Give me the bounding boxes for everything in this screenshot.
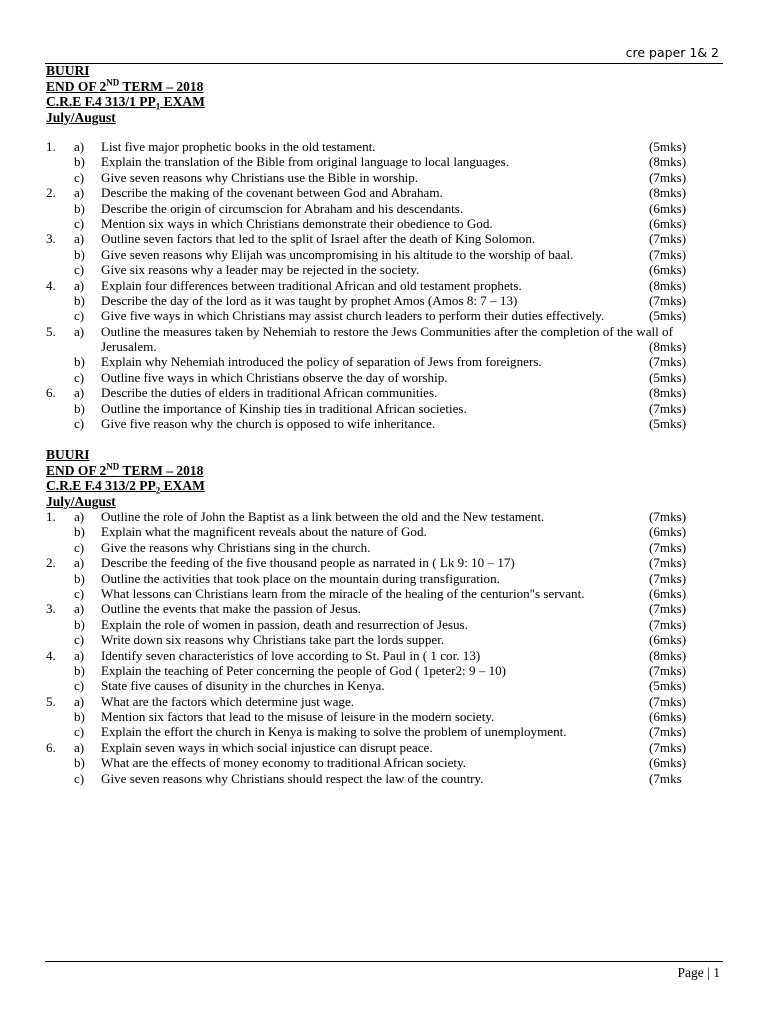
question-letter: b) bbox=[74, 709, 85, 725]
question-letter: b) bbox=[74, 246, 85, 262]
question-marks: (7mks) bbox=[649, 292, 687, 308]
question-marks: (8mks) bbox=[649, 339, 687, 355]
question-text: Give six reasons why a leader may be rejected in the society. bbox=[101, 262, 420, 278]
question-row bbox=[0, 663, 768, 678]
question-marks: (7mks bbox=[649, 770, 682, 786]
question-row bbox=[0, 694, 768, 709]
question-row bbox=[0, 262, 768, 277]
question-letter: a) bbox=[74, 385, 85, 401]
question-letter: a) bbox=[74, 185, 85, 201]
question-marks: (8mks) bbox=[649, 154, 687, 170]
question-text: Identify seven characteristics of love according to St. Paul in ( 1 cor. 13) bbox=[101, 647, 481, 663]
paper-number: 2 bbox=[155, 485, 161, 496]
exam-line bbox=[0, 94, 768, 110]
question-text: Outline the importance of Kinship ties in traditional African societies. bbox=[101, 400, 467, 416]
exam-suffix: EXAM bbox=[160, 94, 205, 109]
exam-line bbox=[0, 478, 768, 494]
question-letter: c) bbox=[74, 215, 85, 231]
question-letter: a) bbox=[74, 739, 85, 755]
question-row bbox=[0, 293, 768, 308]
question-row bbox=[0, 555, 768, 570]
question-letter: c) bbox=[74, 678, 85, 694]
question-marks: (6mks) bbox=[649, 709, 687, 725]
question-text: What are the factors which determine just wage. bbox=[101, 693, 355, 709]
question-marks: (6mks) bbox=[649, 524, 687, 540]
question-letter: b) bbox=[74, 524, 85, 540]
question-row bbox=[0, 247, 768, 262]
question-text: Outline the activities that took place on the mountain during transfiguration. bbox=[101, 570, 500, 586]
question-text: Give seven reasons why Christians use the Bible in worship. bbox=[101, 169, 419, 185]
question-letter: b) bbox=[74, 400, 85, 416]
footer-rule bbox=[45, 961, 723, 962]
question-letter: a) bbox=[74, 231, 85, 247]
question-letter: a) bbox=[74, 323, 85, 339]
question-letter: a) bbox=[74, 277, 85, 293]
question-text: Outline the role of John the Baptist as a link between the old and the New testament. bbox=[101, 509, 545, 524]
question-marks: (5mks) bbox=[649, 678, 687, 694]
question-letter: c) bbox=[74, 770, 85, 786]
question-marks: (7mks) bbox=[649, 739, 687, 755]
question-row bbox=[0, 385, 768, 400]
question-letter: c) bbox=[74, 416, 85, 432]
question-row bbox=[0, 354, 768, 369]
question-number: 6. bbox=[46, 385, 56, 401]
term-line bbox=[0, 79, 768, 95]
question-letter: c) bbox=[74, 724, 85, 740]
question-text: Explain the effort the church in Kenya is making to solve the problem of unemployment. bbox=[101, 724, 567, 740]
question-marks: (6mks) bbox=[649, 262, 687, 278]
question-row bbox=[0, 586, 768, 601]
paper-2-section bbox=[0, 447, 768, 786]
question-row bbox=[0, 170, 768, 185]
term-ordinal: ND bbox=[106, 461, 120, 471]
question-marks: (6mks) bbox=[649, 755, 687, 771]
question-marks: (6mks) bbox=[649, 215, 687, 231]
question-letter: a) bbox=[74, 509, 85, 524]
question-marks: (6mks) bbox=[649, 632, 687, 648]
question-text: Outline seven factors that led to the split of Israel after the death of King Solomon. bbox=[101, 231, 536, 247]
question-letter: c) bbox=[74, 262, 85, 278]
question-marks: (5mks) bbox=[649, 369, 687, 385]
question-marks: (7mks) bbox=[649, 693, 687, 709]
school-name: BUURI bbox=[46, 447, 90, 462]
question-number: 1. bbox=[46, 139, 56, 154]
question-text: Give seven reasons why Elijah was uncompromising in his altitude to the worship of baal. bbox=[101, 246, 574, 262]
exam-prefix: C.R.E F.4 313/2 PP bbox=[46, 478, 156, 493]
question-text: Describe the duties of elders in traditional African communities. bbox=[101, 385, 438, 401]
question-letter: b) bbox=[74, 616, 85, 632]
question-marks: (8mks) bbox=[649, 277, 687, 293]
question-row bbox=[0, 216, 768, 231]
question-row bbox=[0, 370, 768, 385]
question-row bbox=[0, 540, 768, 555]
question-text: Explain what the magnificent reveals about the nature of God. bbox=[101, 524, 427, 540]
school-name: BUURI bbox=[46, 63, 90, 78]
question-row bbox=[0, 524, 768, 539]
question-text: Outline five ways in which Christians observe the day of worship. bbox=[101, 369, 448, 385]
question-row bbox=[0, 185, 768, 200]
question-marks: (7mks) bbox=[649, 616, 687, 632]
question-marks: (6mks) bbox=[649, 585, 687, 601]
question-text: Outline the events that make the passion of Jesus. bbox=[101, 601, 362, 617]
question-marks: (7mks) bbox=[649, 169, 687, 185]
question-row bbox=[0, 709, 768, 724]
question-number: 2. bbox=[46, 555, 56, 571]
question-text: Describe the origin of circumscion for Abraham and his descendants. bbox=[101, 200, 464, 216]
question-text: Mention six factors that lead to the misuse of leisure in the modern society. bbox=[101, 709, 495, 725]
question-marks: (7mks) bbox=[649, 400, 687, 416]
question-letter: a) bbox=[74, 693, 85, 709]
question-letter: b) bbox=[74, 292, 85, 308]
question-text: Explain why Nehemiah introduced the policy of separation of Jews from foreigners. bbox=[101, 354, 542, 370]
question-text: What are the effects of money economy to traditional African society. bbox=[101, 755, 467, 771]
term-prefix: END OF 2 bbox=[46, 462, 107, 478]
question-marks: (7mks) bbox=[649, 246, 687, 262]
question-text: Mention six ways in which Christians demonstrate their obedience to God. bbox=[101, 215, 493, 231]
question-row bbox=[0, 755, 768, 770]
question-marks: (5mks) bbox=[649, 416, 687, 432]
question-letter: b) bbox=[74, 570, 85, 586]
question-marks: (7mks) bbox=[649, 662, 687, 678]
question-row bbox=[0, 771, 768, 786]
question-letter: b) bbox=[74, 755, 85, 771]
exam-period: July/August bbox=[46, 493, 116, 509]
question-row bbox=[0, 571, 768, 586]
term-prefix: END OF 2 bbox=[46, 78, 107, 94]
exam-period: July/August bbox=[46, 109, 116, 125]
question-row bbox=[0, 601, 768, 616]
question-marks: (8mks) bbox=[649, 185, 687, 201]
question-letter: a) bbox=[74, 555, 85, 571]
question-row bbox=[0, 740, 768, 755]
question-letter: b) bbox=[74, 200, 85, 216]
question-marks: (7mks) bbox=[649, 570, 687, 586]
question-text: Describe the feeding of the five thousand people as narrated in ( Lk 9: 10 – 17) bbox=[101, 555, 515, 571]
question-marks: (6mks) bbox=[649, 200, 687, 216]
term-line bbox=[0, 463, 768, 479]
question-text: Give the reasons why Christians sing in the church. bbox=[101, 539, 371, 555]
exam-suffix: EXAM bbox=[160, 478, 205, 493]
exam-prefix: C.R.E F.4 313/1 PP bbox=[46, 94, 156, 109]
question-row bbox=[0, 509, 768, 524]
question-text: Explain the teaching of Peter concerning the people of God ( 1peter2: 9 – 10) bbox=[101, 662, 507, 678]
question-letter: b) bbox=[74, 354, 85, 370]
question-row bbox=[0, 231, 768, 246]
paper-1-section bbox=[0, 63, 768, 431]
question-row bbox=[0, 308, 768, 323]
question-text: Describe the day of the lord as it was taught by prophet Amos (Amos 8: 7 – 13) bbox=[101, 292, 518, 308]
question-text: Explain seven ways in which social injustice can disrupt peace. bbox=[101, 739, 433, 755]
question-number: 2. bbox=[46, 185, 56, 201]
question-row bbox=[0, 416, 768, 431]
question-row bbox=[0, 201, 768, 216]
term-suffix: TERM – 2018 bbox=[119, 78, 204, 94]
question-row bbox=[0, 139, 768, 154]
question-letter: a) bbox=[74, 647, 85, 663]
page-header-text: cre paper 1& 2 bbox=[625, 45, 719, 60]
question-marks: (5mks) bbox=[649, 139, 687, 154]
question-number: 5. bbox=[46, 323, 56, 339]
question-number: 4. bbox=[46, 277, 56, 293]
question-letter: c) bbox=[74, 369, 85, 385]
question-text: State five causes of disunity in the churches in Kenya. bbox=[101, 678, 385, 694]
question-text: Write down six reasons why Christians take part the lords supper. bbox=[101, 632, 445, 648]
question-letter: a) bbox=[74, 601, 85, 617]
question-number: 6. bbox=[46, 739, 56, 755]
question-row bbox=[0, 401, 768, 416]
question-letter: b) bbox=[74, 662, 85, 678]
question-text: What lessons can Christians learn from the miracle of the healing of the centurion"s servant. bbox=[101, 585, 585, 601]
question-row bbox=[0, 278, 768, 293]
question-letter: c) bbox=[74, 308, 85, 324]
question-marks: (7mks) bbox=[649, 509, 687, 524]
question-row bbox=[0, 324, 768, 355]
spacer bbox=[0, 125, 768, 139]
question-letter: c) bbox=[74, 169, 85, 185]
question-marks: (7mks) bbox=[649, 555, 687, 571]
question-row bbox=[0, 724, 768, 739]
question-row bbox=[0, 154, 768, 169]
question-text: Give five ways in which Christians may assist church leaders to perform their duties effectively. bbox=[101, 308, 605, 324]
question-letter: a) bbox=[74, 139, 85, 154]
question-letter: c) bbox=[74, 539, 85, 555]
question-number: 3. bbox=[46, 601, 56, 617]
question-text: Explain four differences between traditional African and old testament prophets. bbox=[101, 277, 522, 293]
question-marks: (8mks) bbox=[649, 647, 687, 663]
question-marks: (8mks) bbox=[649, 385, 687, 401]
question-marks: (5mks) bbox=[649, 308, 687, 324]
question-text: Outline the measures taken by Nehemiah to restore the Jews Communities after the completion of the wall of Jerusalem. bbox=[101, 323, 673, 355]
question-letter: c) bbox=[74, 585, 85, 601]
question-number: 3. bbox=[46, 231, 56, 247]
question-number: 5. bbox=[46, 693, 56, 709]
question-text: Give seven reasons why Christians should respect the law of the country. bbox=[101, 770, 484, 786]
question-marks: (7mks) bbox=[649, 601, 687, 617]
question-row bbox=[0, 648, 768, 663]
question-letter: c) bbox=[74, 632, 85, 648]
question-marks: (7mks) bbox=[649, 724, 687, 740]
question-row bbox=[0, 617, 768, 632]
question-text: Give five reason why the church is opposed to wife inheritance. bbox=[101, 416, 436, 432]
page-number: Page | 1 bbox=[677, 965, 720, 980]
paper-number: 1 bbox=[155, 101, 161, 112]
question-number: 4. bbox=[46, 647, 56, 663]
question-row bbox=[0, 632, 768, 647]
question-text: Explain the role of women in passion, death and resurrection of Jesus. bbox=[101, 616, 468, 632]
question-marks: (7mks) bbox=[649, 539, 687, 555]
question-row bbox=[0, 678, 768, 693]
term-suffix: TERM – 2018 bbox=[119, 462, 204, 478]
question-text: Describe the making of the covenant between God and Abraham. bbox=[101, 185, 443, 201]
question-marks: (7mks) bbox=[649, 354, 687, 370]
term-ordinal: ND bbox=[106, 77, 120, 87]
question-text: Explain the translation of the Bible from original language to local languages. bbox=[101, 154, 509, 170]
question-marks: (7mks) bbox=[649, 231, 687, 247]
question-number: 1. bbox=[46, 509, 56, 524]
question-letter: b) bbox=[74, 154, 85, 170]
question-text: List five major prophetic books in the old testament. bbox=[101, 139, 376, 154]
